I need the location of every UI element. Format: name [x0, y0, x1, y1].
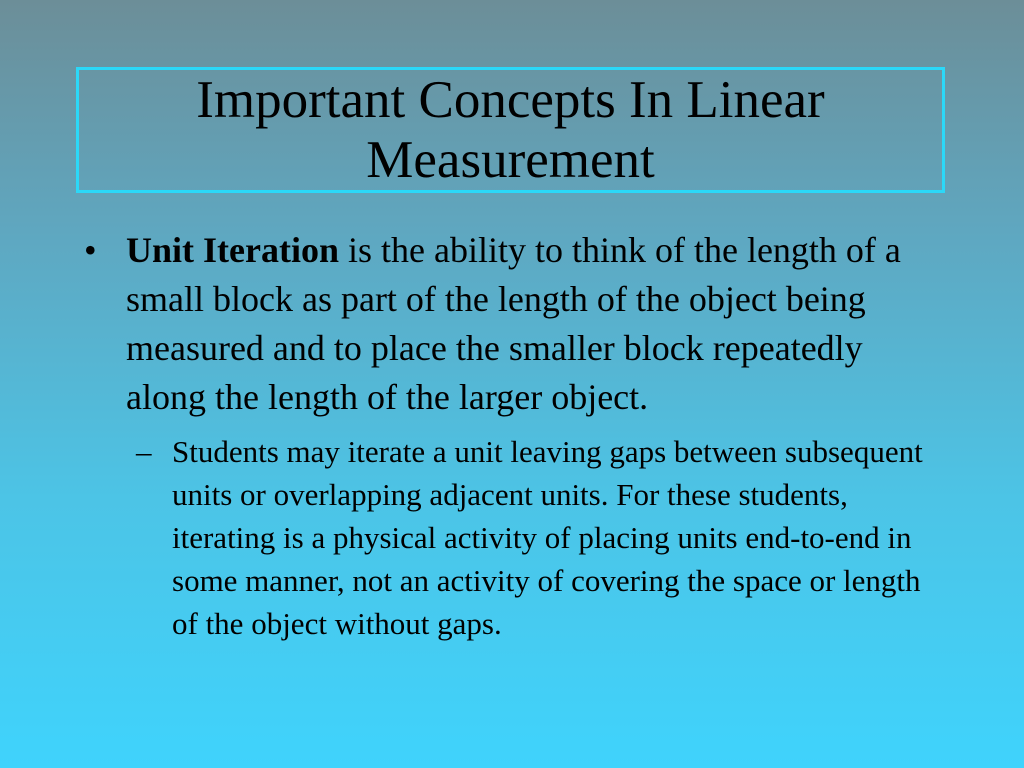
- slide-title: Important Concepts In Linear Measurement: [196, 71, 825, 189]
- slide-content: [80, 226, 960, 645]
- title-box: [76, 67, 945, 193]
- bullet-body: is the ability to think of the length of a small block as part of the length of the object being measured and to place the smaller block repeatedly along the length of the larger object.: [126, 230, 901, 417]
- bullet-marker: •: [84, 230, 97, 270]
- sub-bullet-item: [136, 430, 960, 645]
- sub-bullet-text: Students may iterate a unit leaving gaps between subsequent units or overlapping adjacent units. For these students, iterating is a physical activity of placing units end-to-end in some manner, not an activity of covering the space or length of the object without gaps.: [172, 434, 923, 641]
- sub-bullet-marker: –: [136, 434, 152, 469]
- bullet-term: Unit Iteration: [126, 230, 339, 270]
- bullet-text: [126, 226, 926, 422]
- bullet-item: [80, 226, 960, 422]
